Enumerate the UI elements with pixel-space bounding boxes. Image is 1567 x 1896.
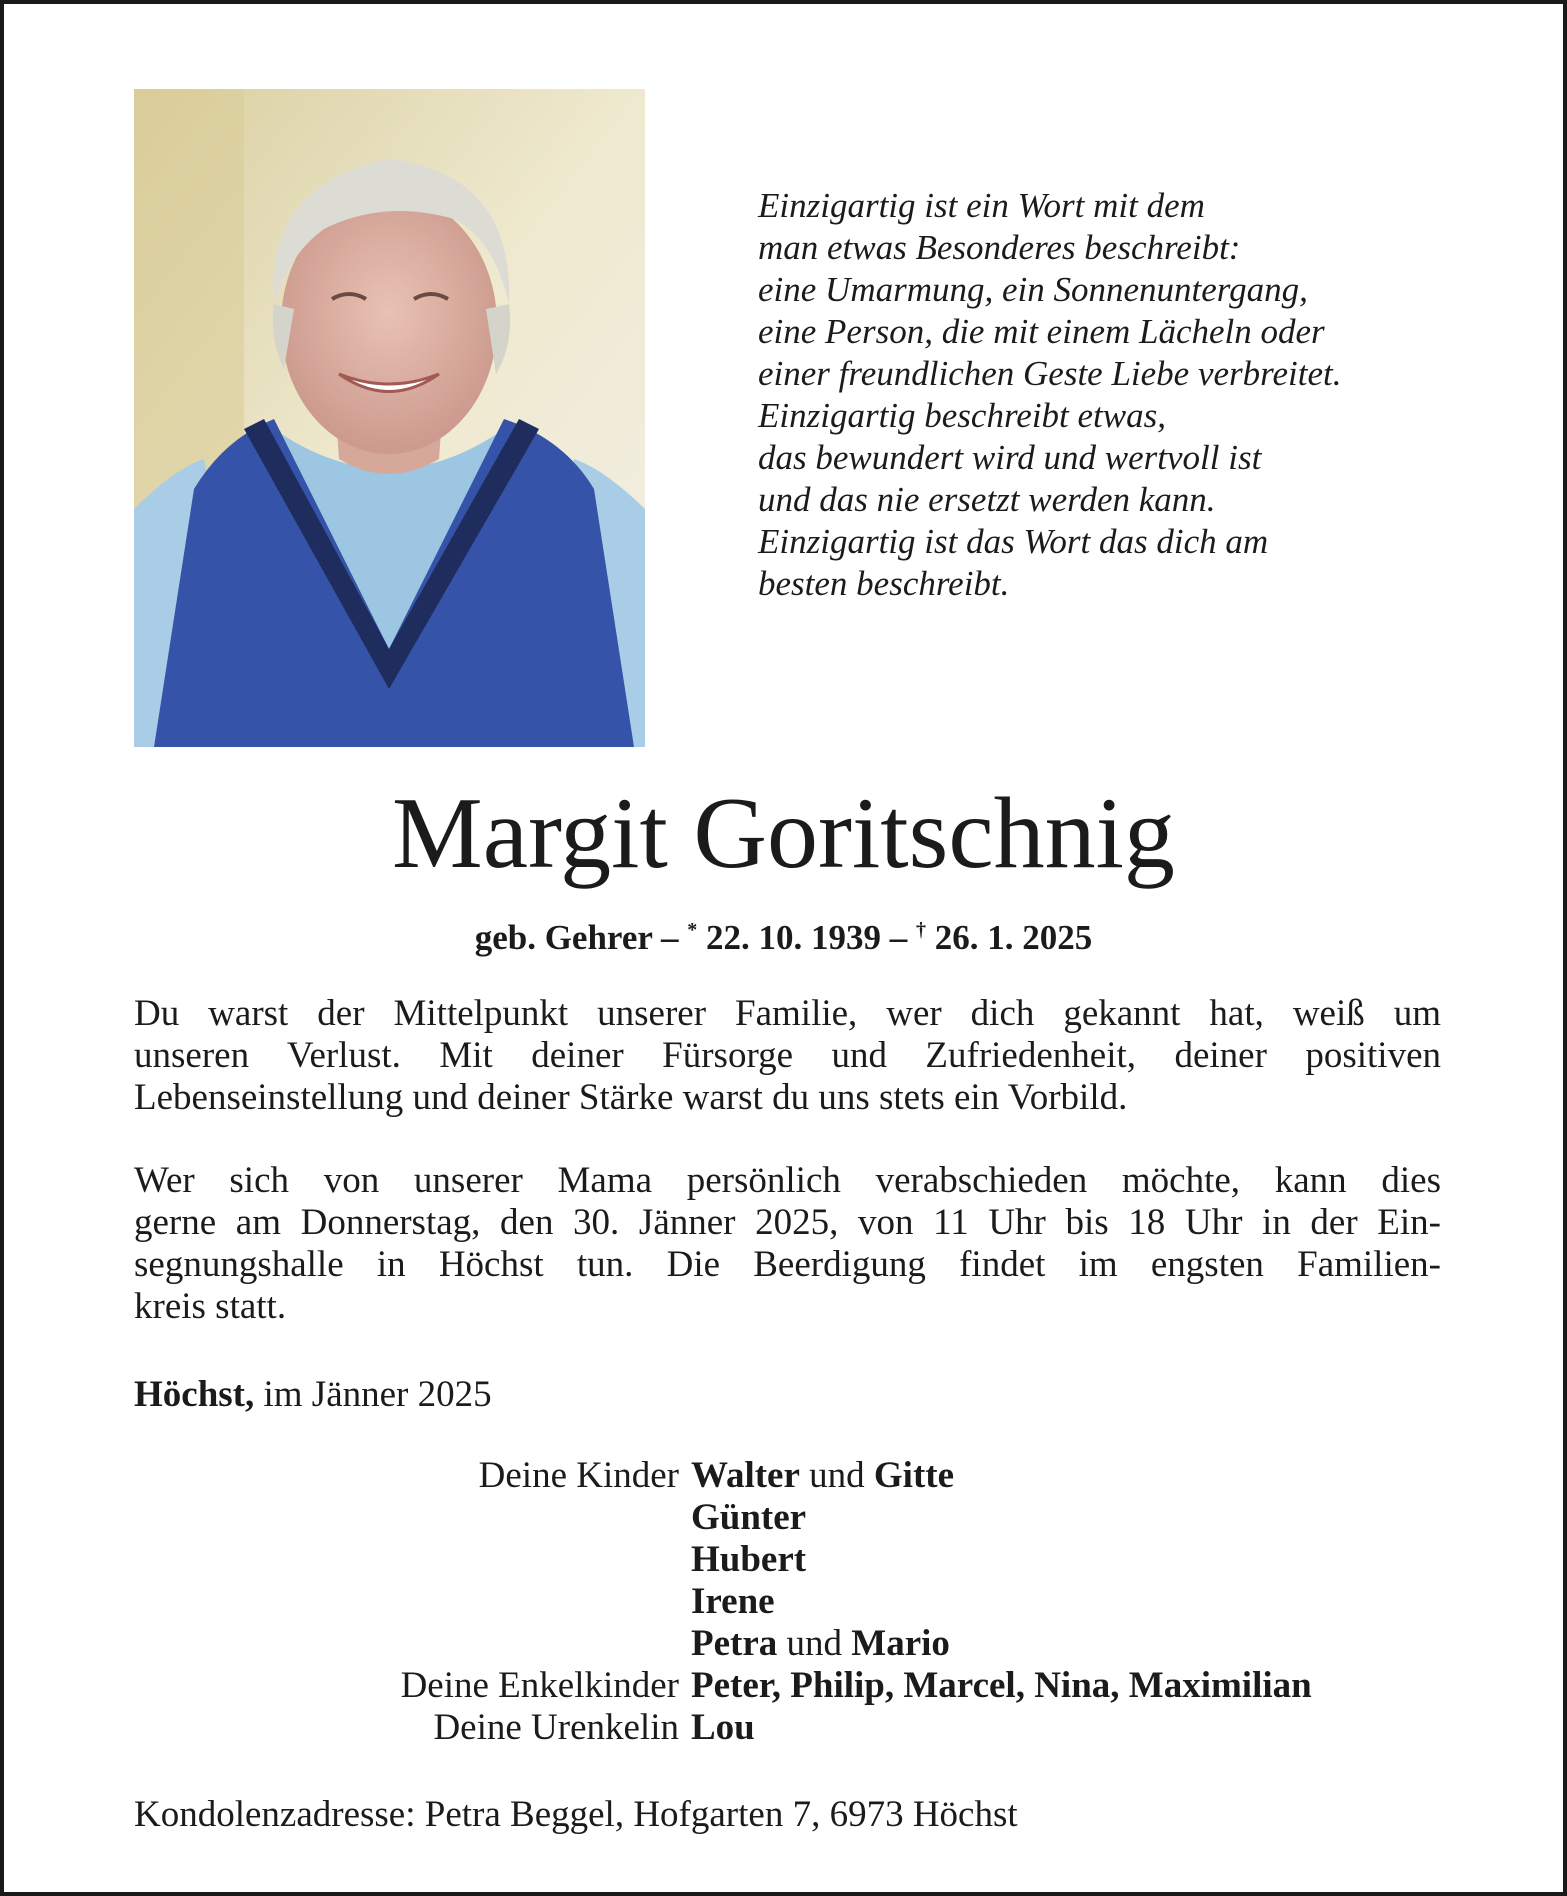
life-dates xyxy=(4,908,1563,960)
obituary-page xyxy=(4,4,1563,1892)
portrait-photo xyxy=(134,89,645,747)
farewell-paragraph xyxy=(134,1160,1441,1328)
family-row xyxy=(134,1707,1464,1749)
paragraph-line: Du warst der Mittelpunkt unserer Familie, wer dich gekannt hat, weiß um xyxy=(134,993,1441,1034)
poem-line: Einzigartig ist ein Wort mit dem xyxy=(758,186,1205,225)
mourners-list xyxy=(134,1455,1464,1749)
child-entry xyxy=(691,1581,775,1623)
deceased-name: Margit Goritschnig xyxy=(392,777,1175,890)
place-town: Höchst, xyxy=(134,1374,255,1415)
grandchildren-names: Peter, Philip, Marcel, Nina, Maximilian xyxy=(691,1665,1312,1706)
poem-line: einer freundlichen Geste Liebe verbreitet. xyxy=(758,354,1342,393)
place-date: im Jänner 2025 xyxy=(263,1374,492,1415)
paragraph-line: gerne am Donnerstag, den 30. Jänner 2025, von 11 Uhr bis 18 Uhr in der Ein- xyxy=(134,1202,1441,1243)
child-entry xyxy=(691,1539,806,1581)
poem-line: eine Person, die mit einem Lächeln oder xyxy=(758,312,1325,351)
died-symbol: † xyxy=(916,919,927,941)
family-row xyxy=(134,1539,1464,1581)
child-name: Irene xyxy=(691,1581,775,1622)
poem-line: Einzigartig ist das Wort das dich am xyxy=(758,522,1269,561)
family-row xyxy=(134,1665,1464,1707)
poem-line: und das nie ersetzt werden kann. xyxy=(758,480,1216,519)
connector: und xyxy=(809,1455,865,1496)
birth-name: geb. Gehrer – xyxy=(474,918,679,957)
poem-line: man etwas Besonderes beschreibt: xyxy=(758,228,1241,267)
paragraph-line: Lebenseinstellung und deiner Stärke warst du uns stets ein Vorbild. xyxy=(134,1077,1128,1118)
children-label: Deine Kinder xyxy=(478,1455,679,1496)
child-name: Hubert xyxy=(691,1539,807,1580)
poem-line: das bewundert wird und wertvoll ist xyxy=(758,438,1262,477)
condolence-address: Kondolenzadresse: Petra Beggel, Hofgarten 7, 6973 Höchst xyxy=(134,1794,1018,1835)
connector: und xyxy=(786,1623,843,1664)
great-grandchild-name: Lou xyxy=(691,1707,755,1748)
family-row xyxy=(134,1455,1464,1497)
born-symbol: * xyxy=(687,919,698,941)
child-name: Günter xyxy=(691,1497,807,1538)
poem-line: besten beschreibt. xyxy=(758,564,1010,603)
partner-name: Gitte xyxy=(873,1455,955,1496)
family-row xyxy=(134,1581,1464,1623)
tribute-paragraph xyxy=(134,993,1441,1119)
grandchildren-label: Deine Enkelkinder xyxy=(400,1665,679,1706)
paragraph-line: kreis statt. xyxy=(134,1286,287,1327)
partner-name: Mario xyxy=(851,1623,950,1664)
poem-line: Einzigartig beschreibt etwas, xyxy=(758,396,1166,435)
poem-line: eine Umarmung, ein Sonnenuntergang, xyxy=(758,270,1308,309)
family-row xyxy=(134,1497,1464,1539)
birth-date: 22. 10. 1939 – xyxy=(706,918,908,957)
child-entry xyxy=(691,1455,954,1497)
memorial-poem xyxy=(758,185,1478,605)
death-date: 26. 1. 2025 xyxy=(934,918,1093,957)
paragraph-line: segnungshalle in Höchst tun. Die Beerdigung findet im engsten Familien- xyxy=(134,1244,1441,1285)
child-entry xyxy=(691,1623,950,1665)
paragraph-line: unseren Verlust. Mit deiner Fürsorge und Zufriedenheit, deiner positiven xyxy=(134,1035,1441,1076)
child-name: Petra xyxy=(691,1623,778,1664)
family-row xyxy=(134,1623,1464,1665)
child-name: Walter xyxy=(691,1455,800,1496)
place-and-date xyxy=(134,1374,492,1416)
great-grandchild-label: Deine Urenkelin xyxy=(433,1707,679,1748)
child-entry xyxy=(691,1497,806,1539)
paragraph-line: Wer sich von unserer Mama persönlich verabschieden möchte, kann dies xyxy=(134,1160,1441,1201)
